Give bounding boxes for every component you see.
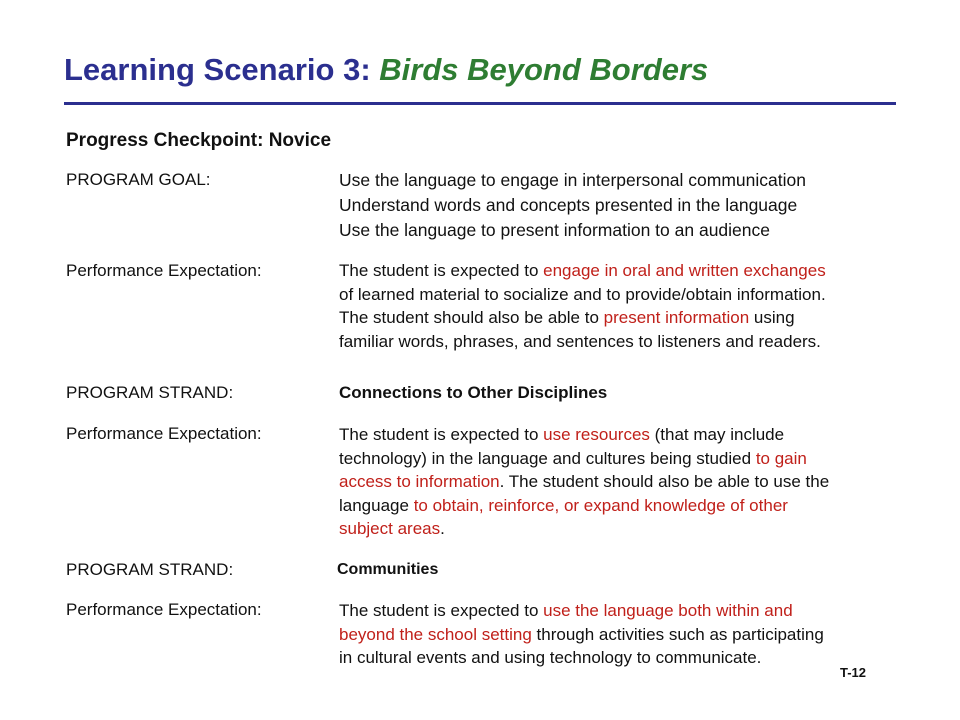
expectation-line [339,423,829,447]
expectation-line [339,259,826,283]
title-subtitle: Birds Beyond Borders [379,52,709,87]
expectation-line [339,470,829,494]
page-title [64,52,708,88]
expectation-line [339,306,826,330]
program-goal-line: Understand words and concepts presented in the language [339,195,798,215]
highlight-span: engage in oral and written exchanges [543,261,826,280]
slide-number: T-12 [840,665,867,680]
program-strand-value: Connections to Other Disciplines [339,383,608,402]
program-strand-value: Communities [337,561,439,578]
program-strand-label: PROGRAM STRAND: [66,560,234,579]
performance-expectation-label: Performance Expectation: [66,600,262,619]
expectation-line [339,623,824,647]
text-span: . [440,519,445,538]
text-span: The student is expected to [339,601,544,620]
title-main: Learning Scenario 3: [64,52,380,87]
highlight-span: to gain [755,448,807,468]
progress-checkpoint: Progress Checkpoint: Novice [66,130,332,151]
highlight-span: present information [603,308,750,327]
highlight-span: access to information [339,472,500,491]
highlight-span: to obtain, reinforce, or expand knowledge of other [413,495,788,515]
performance-expectation-label: Performance Expectation: [66,261,262,280]
performance-expectation-text [339,259,826,353]
program-goal-line: Use the language to engage in interpersonal communication [339,170,806,190]
text-span: . The student should also be able to use the [499,472,830,491]
expectation-line: of learned material to socialize and to provide/obtain information. [339,284,826,304]
expectation-line: familiar words, phrases, and sentences to listeners and readers. [339,331,821,351]
text-span: using [749,308,795,327]
program-strand-label: PROGRAM STRAND: [66,383,234,402]
performance-expectation-label: Performance Expectation: [66,424,262,443]
text-span: (that may include [649,425,785,444]
highlight-span: beyond the school setting [339,624,532,644]
expectation-line [339,599,824,623]
program-goal-line: Use the language to present information to an audience [339,220,770,240]
expectation-line [339,517,829,541]
text-span: through activities such as participating [531,624,824,644]
program-goal-list [339,168,806,243]
expectation-line [339,447,829,471]
text-span: language [339,495,414,515]
performance-expectation-text [339,423,829,541]
highlight-span: use resources [543,425,650,444]
program-goal-label: PROGRAM GOAL: [66,170,211,189]
expectation-line: in cultural events and using technology to communicate. [339,648,762,667]
expectation-line [339,494,829,518]
text-span: The student should also be able to [339,308,604,327]
highlight-span: subject areas [339,519,441,538]
title-divider [64,102,896,105]
highlight-span: use the language both within and [543,601,793,620]
performance-expectation-text [339,599,824,670]
text-span: The student is expected to [339,425,544,444]
text-span: technology) in the language and cultures being studied [339,448,756,468]
text-span: The student is expected to [339,261,544,280]
